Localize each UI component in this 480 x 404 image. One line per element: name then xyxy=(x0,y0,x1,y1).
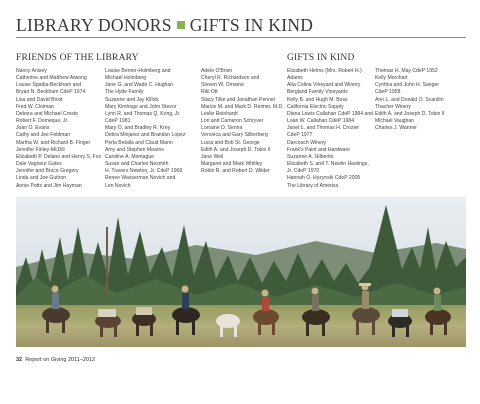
donor-name: Catherine and Matthew Atwong xyxy=(16,75,87,82)
donor-name: Louise Berner-Holmberg and xyxy=(105,68,171,74)
title-separator-square xyxy=(177,21,185,29)
donor-name: H. Travers Newton, Jr. CdeP 1968 xyxy=(105,168,183,175)
donor-name: Riki Ott xyxy=(201,89,218,96)
gifts-heading: GIFTS IN KIND xyxy=(287,53,355,63)
donor-name: Loan W. Callahan CdeP 1984 xyxy=(287,118,355,125)
title-gifts-in-kind: GIFTS IN KIND xyxy=(189,15,314,35)
donor-name: Cynthia and John H. Sanger xyxy=(375,82,439,89)
friends-column-1 xyxy=(16,68,101,190)
donor-name: Ann L. and Donald O. Scantlin xyxy=(375,96,444,103)
donor-name: Stacy Tillie and Jonathan Pennel xyxy=(201,96,275,103)
donor-name: Bergland Family Vineyards xyxy=(287,89,348,96)
donor-name: Debra Minjarez and Brandon Lopez xyxy=(105,132,186,139)
donor-name: Amy and Stephen Mearns xyxy=(105,146,164,153)
donor-name: Susan and Charles Nesmith xyxy=(105,161,169,168)
donor-name: Caroline A. Montague xyxy=(105,153,154,160)
donor-name: Adams xyxy=(287,75,303,82)
donor-name: Debora and Michael Cresto xyxy=(16,110,79,117)
donor-name: Len Novich xyxy=(105,182,131,189)
donor-name: Robert F. Domeque, Jr. xyxy=(16,118,69,125)
donor-name: Renee Wasserman Novich and xyxy=(105,175,176,182)
donor-name: Louise Spadia-Beckham and xyxy=(16,82,82,89)
donor-name: Charles J. Wanner xyxy=(375,125,417,132)
donor-name: Marcie M. and Mark D. Reimer, M.D. xyxy=(201,103,284,110)
donor-name: Elizabeth S. and T. Newlin Hastings, xyxy=(287,161,369,168)
donor-name: Annie Potts and Jim Hayman xyxy=(16,182,82,189)
donor-name: Darcouch Winery xyxy=(287,139,327,146)
page-title xyxy=(16,15,313,36)
donor-name: Perla Betalla and Claud Mann xyxy=(105,139,173,146)
donor-name: Suzanne and Jay Killick xyxy=(105,96,159,103)
donor-name: Mary Kimhoge and John Stevur xyxy=(105,103,177,110)
donor-name: Frank's Paint and Hardware xyxy=(287,146,350,153)
donor-name: Nancy Anisey xyxy=(16,68,47,74)
donor-name: Alta Colina Vineyard and Winery xyxy=(287,82,361,89)
donor-name: Hannah O. Hyzynski CdeP 2005 xyxy=(287,175,361,182)
donor-name: CdeP 1977 xyxy=(287,132,313,139)
donor-name: Linda and Joe Guitron xyxy=(16,175,67,182)
donor-name: Lucia and Bob St. George xyxy=(201,139,260,146)
donor-name: Kelly B. and Hugh M. Boss xyxy=(287,96,348,103)
gifts-column-1 xyxy=(287,68,373,190)
donor-name: Lorraine D. Senna xyxy=(201,125,243,132)
friends-column-2 xyxy=(105,68,185,190)
donor-name: Cheryl R. Richardson and xyxy=(201,75,260,82)
donor-name: Kelly Morchart xyxy=(375,75,408,82)
friends-heading: FRIENDS OF THE LIBRARY xyxy=(16,53,139,63)
donor-name: Bryan N. Beckham CdeP 1974 xyxy=(16,89,86,96)
donor-name: Edith A. and Joseph D. Tobin II xyxy=(375,110,445,117)
donor-name: Mary O. and Bradley R. Krey xyxy=(105,125,171,132)
donor-name: Fred W. Cloiman xyxy=(16,103,54,110)
page-footer xyxy=(16,357,95,363)
donor-name: The Hyde Family xyxy=(105,89,144,96)
donor-name: Diana Lewis Callahan CdeP 1984 and xyxy=(287,110,373,117)
donor-name: Elizabeth Helms (Mrs. Robert H.) xyxy=(287,68,362,74)
donor-name: Jane G. and Wade C. Hughan xyxy=(105,82,174,89)
donor-name: Robin R. and Robert D. Wilder xyxy=(201,168,270,175)
donor-name: Michael Vaughan xyxy=(375,118,414,125)
donor-name: Veronica and Gary Silberberg xyxy=(201,132,268,139)
donor-name: Michael Holmberg xyxy=(105,75,147,82)
donor-name: Janet L. and Thomas H. Crozier xyxy=(287,125,360,132)
donor-name: Jr. CdeP 1970 xyxy=(287,168,320,175)
donor-name: Thomas H. May CdeP 1952 xyxy=(375,68,438,74)
page-number: 32 xyxy=(16,357,23,363)
donor-name: Adele O'Brien xyxy=(201,68,233,74)
donor-name: The Library of America xyxy=(287,182,339,189)
donor-name: Lisa and David Brixit xyxy=(16,96,63,103)
donor-name: Margaret and Mark Whitley xyxy=(201,161,263,168)
donor-name: Jennifer Finley-McDill xyxy=(16,146,65,153)
donor-name: Suzanne A. Gilbertin xyxy=(287,153,334,160)
donor-name: Edith A. and Joseph D. Tobin II xyxy=(201,146,271,153)
donor-name: Cathy and Joe Feldman xyxy=(16,132,71,139)
donor-name: Thacher Winery xyxy=(375,103,411,110)
donor-name: Lori and Cameron Schryver xyxy=(201,118,264,125)
donor-name: Lynn R. and Thomas Q. Kong, Jr. xyxy=(105,110,181,117)
title-library-donors: LIBRARY DONORS xyxy=(16,15,172,35)
gifts-column-2 xyxy=(375,68,445,132)
donor-name: California Electric Supply xyxy=(287,103,344,110)
donor-name: Leslie Reinhardt xyxy=(201,110,238,117)
friends-column-3 xyxy=(201,68,284,175)
horseback-riders-photo xyxy=(16,197,466,347)
donor-name: CdeP 1958 xyxy=(375,89,401,96)
donor-name: Elizabeth P. Delano and Henry S. Fox xyxy=(16,153,102,160)
donor-name: Jane Weil xyxy=(201,153,224,160)
donor-name: Joan O. Evans xyxy=(16,125,50,132)
title-rule xyxy=(16,37,466,38)
donor-name: Martha W. and Richard B. Finger xyxy=(16,139,91,146)
donor-name: Dale Vagneur Gates xyxy=(16,161,62,168)
donor-name: CdeP 1981 xyxy=(105,118,131,125)
publication-title: Report on Giving 2011–2012 xyxy=(25,357,96,363)
donor-name: Jennifer and Bruce Gregory xyxy=(16,168,79,175)
donor-name: Steven W. Omamo xyxy=(201,82,244,89)
